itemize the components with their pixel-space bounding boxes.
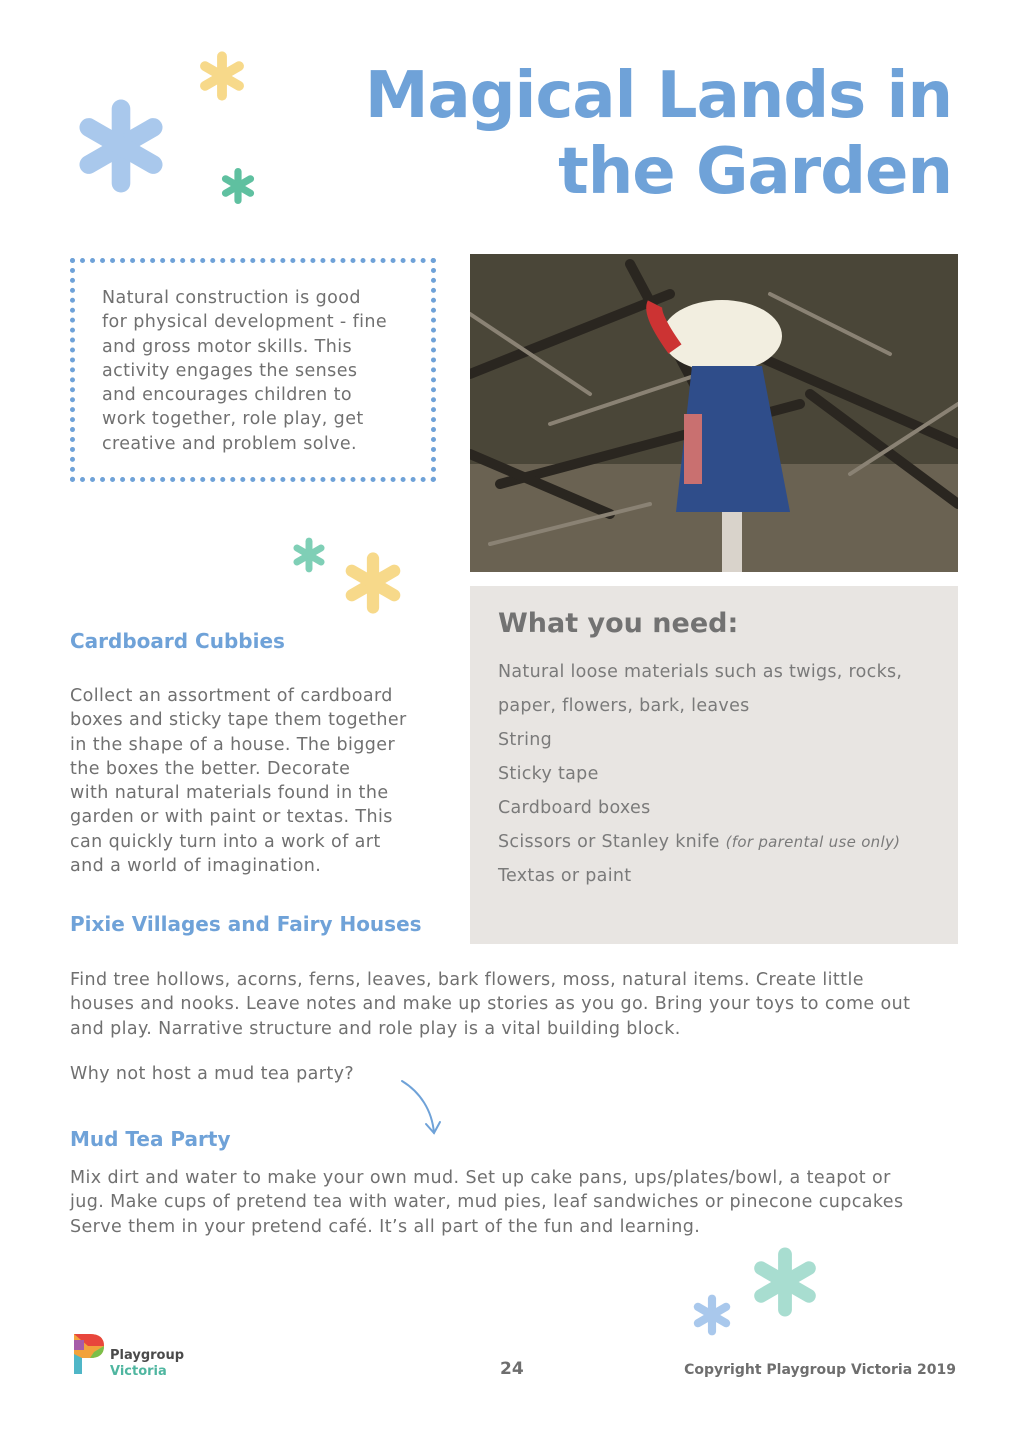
- page-title: [252, 58, 952, 210]
- pixie-line: Find tree hollows, acorns, ferns, leaves, bark flowers, moss, natural items. Create little: [70, 970, 864, 990]
- mud-text: [70, 1166, 970, 1239]
- intro-text: [102, 286, 422, 456]
- arrow-icon: [402, 1081, 440, 1133]
- mud-heading: Mud Tea Party: [70, 1127, 231, 1151]
- cardboard-text: [70, 684, 450, 878]
- asterisk-icon: [343, 552, 402, 613]
- pixie-line: houses and nooks. Leave notes and make up stories as you go. Bring your toys to come out: [70, 994, 911, 1015]
- need-item: paper, flowers, bark, leaves: [498, 696, 750, 716]
- pixie-question: Why not host a mud tea party?: [70, 1064, 355, 1084]
- intro-line: activity engages the senses: [102, 360, 358, 381]
- playgroup-logo: [70, 1330, 106, 1382]
- intro-line: creative and problem solve.: [102, 433, 357, 454]
- pixie-line: and play. Narrative structure and role play is a vital building block.: [70, 1018, 681, 1039]
- cardboard-line: the boxes the better. Decorate: [70, 758, 351, 779]
- cardboard-line: boxes and sticky tape them together: [70, 710, 407, 731]
- playgroup-logo-text: [110, 1348, 184, 1380]
- need-item: Natural loose materials such as twigs, rocks,: [498, 662, 903, 682]
- intro-line: for physical development - fine: [102, 312, 388, 333]
- title-line-1: Magical Lands in: [364, 59, 952, 133]
- need-item: [498, 825, 902, 859]
- cardboard-heading: Cardboard Cubbies: [70, 629, 285, 653]
- asterisk-icon: [292, 538, 326, 573]
- logo-line-2: Victoria: [110, 1364, 167, 1379]
- cardboard-line: and a world of imagination.: [70, 856, 322, 877]
- intro-line: and encourages children to: [102, 385, 352, 406]
- child-climbing-branches-image: [470, 254, 958, 572]
- intro-line: Natural construction is good: [102, 288, 361, 308]
- need-item: String: [498, 730, 553, 750]
- what-you-need-list: [498, 655, 902, 893]
- intro-line: and gross motor skills. This: [102, 336, 353, 357]
- cardboard-line: Collect an assortment of cardboard: [70, 686, 393, 706]
- cardboard-line: can quickly turn into a work of art: [70, 831, 381, 852]
- asterisk-icon: [692, 1295, 731, 1336]
- mud-line: jug. Make cups of pretend tea with water, mud pies, leaf sandwiches or pinecone cupcakes: [70, 1192, 904, 1213]
- what-you-need-heading: What you need:: [498, 608, 739, 639]
- asterisk-icon: [752, 1248, 819, 1317]
- asterisk-icon: [198, 51, 246, 100]
- need-item-note: (for parental use only): [725, 833, 901, 851]
- cardboard-line: garden or with paint or textas. This: [70, 807, 393, 828]
- cardboard-line: in the shape of a house. The bigger: [70, 734, 396, 755]
- logo-line-1: Playgroup: [110, 1348, 185, 1363]
- copyright: Copyright Playgroup Victoria 2019: [684, 1362, 956, 1378]
- cardboard-line: with natural materials found in the: [70, 783, 389, 804]
- mud-line: Mix dirt and water to make your own mud. Set up cake pans, ups/plates/bowl, a teapot or: [70, 1168, 891, 1188]
- pixie-heading: Pixie Villages and Fairy Houses: [70, 912, 422, 936]
- need-item: Textas or paint: [498, 866, 632, 886]
- asterisk-icon: [221, 168, 256, 204]
- pixie-text: [70, 968, 970, 1041]
- page-number: 24: [500, 1359, 524, 1379]
- mud-line: Serve them in your pretend café. It’s all part of the fun and learning.: [70, 1216, 701, 1237]
- need-item: Cardboard boxes: [498, 798, 651, 818]
- asterisk-icon: [76, 100, 166, 193]
- playgroup-logo-icon: [70, 1330, 106, 1378]
- need-item: Sticky tape: [498, 764, 599, 784]
- intro-line: work together, role play, get: [102, 409, 364, 430]
- need-item-label: Scissors or Stanley knife: [498, 832, 720, 852]
- garden-photo: [470, 254, 958, 572]
- title-line-2: the Garden: [558, 135, 952, 209]
